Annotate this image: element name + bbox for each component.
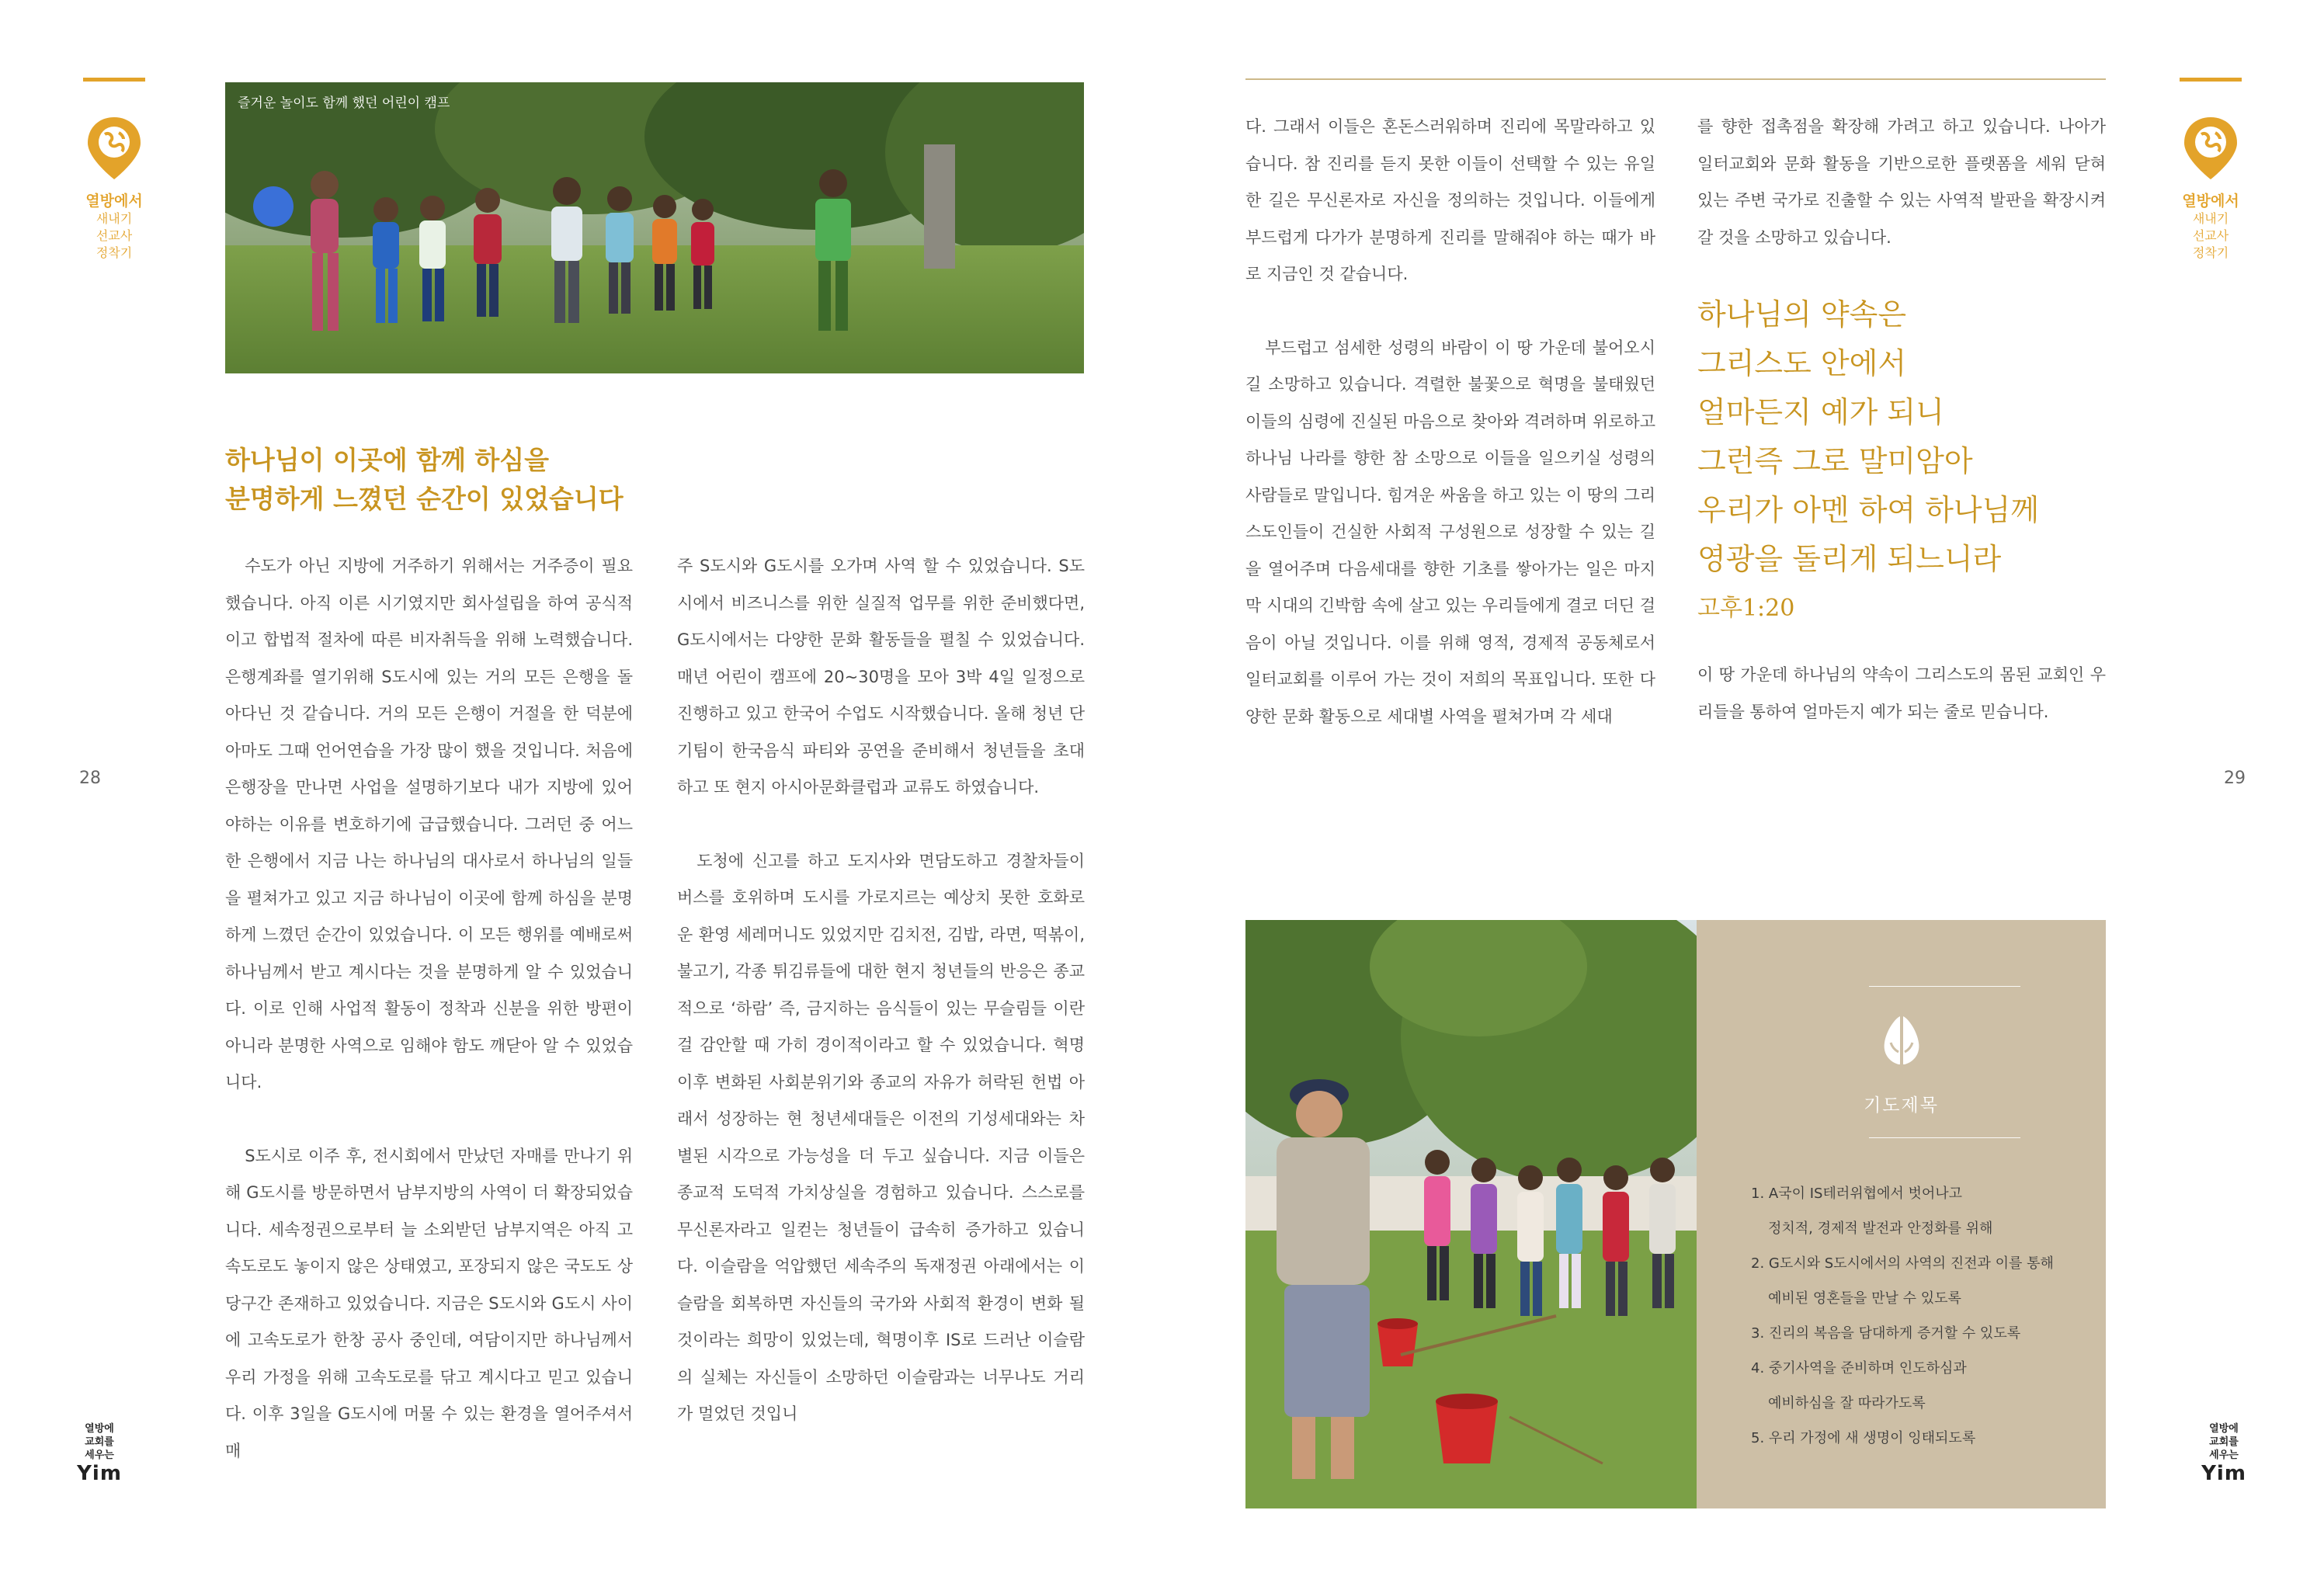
logo-line: 세우는 [2209,1449,2239,1461]
article-column-4-closing [1697,657,2106,731]
paragraph: 다. 그래서 이들은 혼돈스러워하며 진리에 목말라하고 있습니다. 참 진리를 듣지 못한 이들이 선택할 수 있는 유일한 길은 무신론자로 자신을 정의하는 것입니다. 이들에게 부드럽게 다가가 분명하게 진리를 말해줘야 하는 때가 바로 지금인 것 같습니다. [1245,117,1655,283]
tab-line: 새내기 [2192,211,2229,226]
game-photo-illustration [1245,920,1697,1508]
verse-line: 얼마든지 예가 되니 [1697,395,1944,429]
prayer-item [1751,1316,2085,1351]
divider [1869,986,2020,987]
magazine-logo-left [68,1422,130,1485]
verse-reference: 고후1:20 [1697,595,1795,622]
camp-photo [225,82,1084,373]
tab-title: 열방에서 [85,193,143,210]
prayer-item [1751,1176,2085,1246]
article-column-3 [1245,109,1655,735]
headline-line: 분명하게 느꼈던 순간이 있었습니다 [225,484,624,514]
verse-line: 우리가 아멘 하여 하나님께 [1697,493,2040,527]
side-tab-left [79,78,149,262]
article-column-1 [225,548,633,1470]
prayer-item-subtext: 정치적, 경제적 발전과 안정화를 위해 [1768,1220,1993,1237]
top-rule [1245,78,2106,80]
page-number-left: 28 [79,769,101,788]
location-pin-icon [2180,114,2242,181]
paragraph: 수도가 아닌 지방에 거주하기 위해서는 거주증이 필요했습니다. 아직 이른 시기였지만 회사설립을 하여 공식적이고 합법적 절차에 따른 비자취득을 위해 노력했습니다. 은행계좌를 열기위해 S도시에 있는 거의 모든 은행을 돌아다닌 것 같습니다. 거의 모든 은행이 거절을 한 덕분에 아마도 그때 언어연습을 가장 많이 했을 것입니다. 처음에 은행장을 만나면 사업을 설명하기보다 내가 지방에 있어야하는 이유를 변호하기에 급급했습니다. 그러던 중 어느 한 은행에서 지금 나는 하나님의 대사로서 하나님의 일들을 펼쳐가고 있고 지금 하나님이 이곳에 함께 하심을 분명하게 느꼈던 순간이 있었습니다. 이 모든 행위를 예배로써 하나님께서 받고 계시다는 것을 분명하게 알 수 있었습니다. 이로 인해 사업적 활동이 정착과 신분을 위한 방편이 아니라 분명한 사역으로 임해야 함도 깨닫아 알 수 있었습니다. [225,557,633,1092]
tab-line: 새내기 [96,211,133,226]
verse-line: 그리스도 안에서 [1697,346,1907,380]
prayer-item-text: 3. 진리의 복음을 담대하게 증거할 수 있도록 [1751,1325,2021,1342]
article-column-4 [1697,109,2106,256]
prayer-requests-box [1697,920,2106,1508]
scripture-verse [1697,290,2039,633]
prayer-item-subtext: 예비된 영혼들을 만날 수 있도록 [1768,1290,1961,1307]
paragraph: 부드럽고 섬세한 성령의 바람이 이 땅 가운데 불어오시길 소망하고 있습니다. 격렬한 불꽃으로 혁명을 불태웠던 이들의 심령에 진실된 마음으로 찾아와 격려하며 위로하고 하나님 나라를 향한 참 소망으로 이들을 일으키실 성령의 사람들로 말입니다. 힘겨운 싸움을 하고 있는 이 땅의 그리스도인들이 건실한 사회적 구성원으로 성장할 수 있는 길을 열어주며 다음세대를 향한 기초를 쌓아가는 일은 마지막 시대의 긴박함 속에 살고 있는 우리들에게 결코 더딘 걸음이 아닐 것입니다. 이를 위해 영적, 경제적 공동체로서 일터교회를 이루어 가는 것이 저희의 목표입니다. 또한 다양한 문화 활동으로 세대별 사역을 펼쳐가며 각 세대 [1245,338,1655,726]
headline-line: 하나님이 이곳에 함께 하심을 [225,445,550,475]
location-pin-icon [83,114,145,181]
verse-line: 그런즉 그로 말미암아 [1697,444,1973,478]
tab-title: 열방에서 [2182,193,2239,210]
praying-hands-icon [1875,1013,1928,1068]
prayer-list [1751,1176,2085,1456]
logo-line: 교회를 [85,1436,114,1448]
prayer-item-text: 5. 우리 가정에 새 생명이 잉태되도록 [1751,1430,1976,1446]
side-tab-right [2176,78,2246,262]
verse-line: 영광을 돌리게 되느니라 [1697,542,2002,576]
section-headline [225,441,624,519]
logo-line: 세우는 [85,1449,114,1461]
prayer-item-text: 1. A국이 IS테러위협에서 벗어나고 [1751,1186,1963,1202]
prayer-item-subtext: 예비하심을 잘 따라가도록 [1768,1395,1926,1411]
paragraph: 를 향한 접촉점을 확장해 가려고 하고 있습니다. 나아가 일터교회와 문화 활동을 기반으로한 플랫폼을 세워 닫혀있는 주변 국가로 진출할 수 있는 사역적 발판을 확장시켜 갈 것을 소망하고 있습니다. [1697,117,2106,247]
magazine-logo-right [2193,1422,2255,1485]
prayer-item-text: 2. G도시와 S도시에서의 사역의 진전과 이를 통해 [1751,1255,2054,1272]
tab-accent-bar [83,78,145,82]
logo-mark: Yim [77,1462,122,1485]
logo-mark: Yim [2201,1462,2246,1485]
camp-photo-illustration [225,82,1084,373]
tab-accent-bar [2180,78,2242,82]
tab-line: 선교사 [2192,228,2229,243]
logo-line: 교회를 [2209,1436,2239,1448]
tab-line: 정착기 [96,245,133,260]
tab-line: 정착기 [2192,245,2229,260]
prayer-title: 기도제목 [1864,1095,1939,1116]
paragraph: 이 땅 가운데 하나님의 약속이 그리스도의 몸된 교회인 우리들을 통하여 얼마든지 예가 되는 줄로 믿습니다. [1697,665,2106,721]
prayer-item [1751,1246,2085,1316]
article-column-2 [677,548,1085,1433]
page-number-right: 29 [2224,769,2246,788]
paragraph: 주 S도시와 G도시를 오가며 사역 할 수 있었습니다. S도시에서 비즈니스를 위한 실질적 업무를 위한 준비했다면, G도시에서는 다양한 문화 활동들을 펼칠 수 있었습니다. 매년 어린이 캠프에 20~30명을 모아 3박 4일 일정으로 진행하고 있고 한국어 수업도 시작했습니다. 올해 청년 단기팀이 한국음식 파티와 공연을 준비해서 청년들을 초대하고 또 현지 아시아문화클럽과 교류도 하였습니다. [677,557,1085,797]
logo-line: 열방에 [85,1423,114,1435]
logo-line: 열방에 [2209,1423,2239,1435]
prayer-item [1751,1351,2085,1421]
game-photo [1245,920,1697,1508]
photo-caption: 즐거운 놀이도 함께 했던 어린이 캠프 [238,95,450,111]
divider [1869,1137,2020,1138]
prayer-item [1751,1421,2085,1456]
tab-line: 선교사 [96,228,133,243]
verse-line: 하나님의 약속은 [1697,297,1907,332]
prayer-item-text: 4. 중기사역을 준비하며 인도하심과 [1751,1360,1967,1376]
paragraph: 도청에 신고를 하고 도지사와 면담도하고 경찰차들이 버스를 호위하며 도시를 가로지르는 예상치 못한 호화로운 환영 세레머니도 있었지만 김치전, 김밥, 라면, 떡볶이, 불고기, 각종 튀김류들에 대한 현지 청년들의 반응은 종교적으로 ‘하람’ 즉, 금지하는 음식들이 있는 무슬림들 이란 걸 감안할 때 가히 경이적이라고 할 수 있었습니다. 혁명이후 변화된 사회분위기와 종교의 자유가 허락된 헌법 아래서 성장하는 현 청년세대들은 이전의 기성세대와는 차별된 시각으로 가능성을 더 두고 싶습니다. 지금 이들은 종교적 도덕적 가치상실을 경험하고 있습니다. 스스로를 무신론자라고 일컫는 청년들이 급속히 증가하고 있습니다. 이슬람을 억압했던 세속주의 독재정권 아래에서는 이슬람을 회복하면 자신들의 국가와 사회적 환경이 변화 될 것이라는 희망이 있었는데, 혁명이후 IS로 드러난 이슬람의 실체는 자신들이 소망하던 이슬람과는 너무나도 거리가 멀었던 것입니 [677,851,1085,1423]
paragraph: S도시로 이주 후, 전시회에서 만났던 자매를 만나기 위해 G도시를 방문하면서 남부지방의 사역이 더 확장되었습니다. 세속정권으로부터 늘 소외받던 남부지역은 아직 고속도로도 놓이지 않은 상태였고, 포장되지 않은 국도도 상당구간 존재하고 있었습니다. 지금은 S도시와 G도시 사이에 고속도로가 한창 공사 중인데, 여담이지만 하나님께서 우리 가정을 위해 고속도로를 닦고 계시다고 믿고 있습니다. 이후 3일을 G도시에 머물 수 있는 환경을 열어주셔서 매 [225,1146,633,1460]
